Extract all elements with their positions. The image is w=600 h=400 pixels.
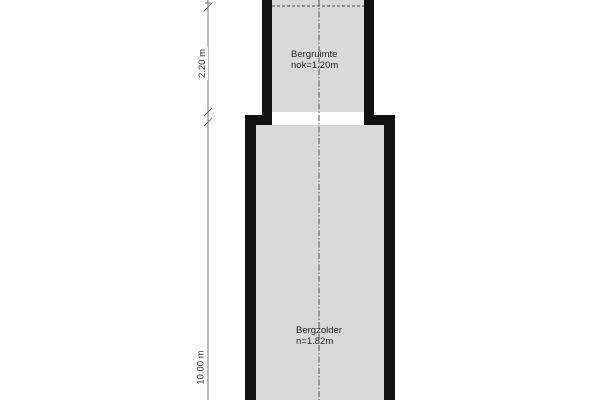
bergruimte-label	[291, 49, 338, 71]
dimension-label-upper: 2.20 m	[197, 48, 209, 79]
bergzolder-height: n=1.82m	[296, 336, 334, 347]
bergruimte-name: Bergruimte	[291, 49, 338, 60]
bergruimte-wall-right	[364, 0, 374, 118]
room-bergzolder	[245, 115, 395, 400]
bergzolder-floor	[256, 125, 384, 400]
bergzolder-wall-left	[245, 115, 256, 400]
bergruimte-wall-left	[262, 0, 272, 118]
dimension-label-lower: 10.00 m	[195, 350, 207, 385]
bergzolder-name: Bergzolder	[296, 325, 342, 336]
bergruimte-height: nok=1.20m	[291, 60, 339, 71]
bergzolder-label	[296, 325, 342, 347]
bergzolder-wall-right	[384, 115, 395, 400]
